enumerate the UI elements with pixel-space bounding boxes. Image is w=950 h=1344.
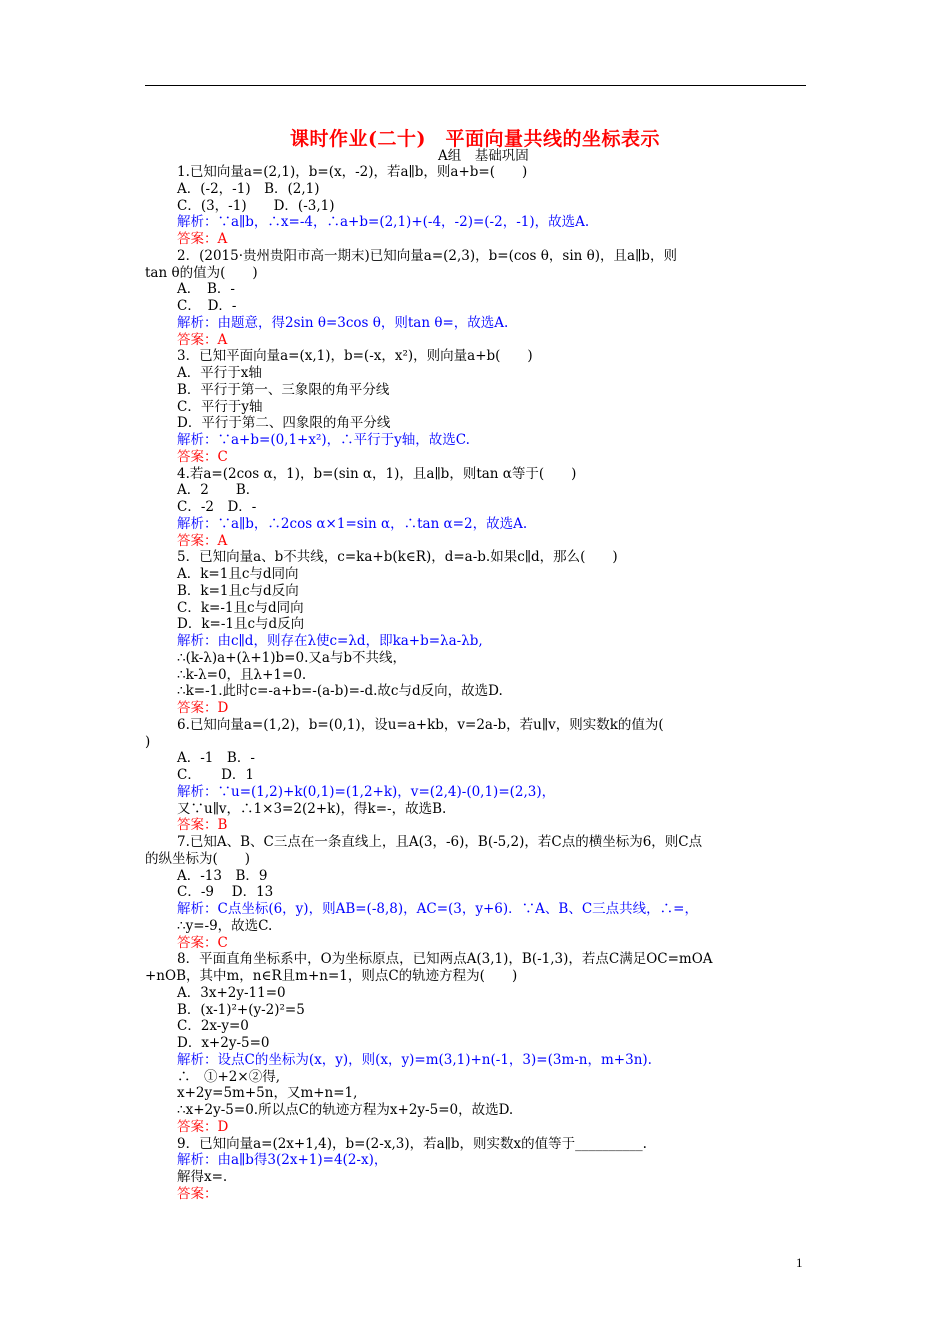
analysis-line: 解析：∵a∥b，∴2cos α×1=sin α，∴tan α=2，故选A.: [177, 515, 528, 532]
text-line: C．2x-y=0: [177, 1018, 249, 1035]
analysis-line: 解析：∵u=(1,2)+k(0,1)=(1,2+k)，v=(2,4)-(0,1)=(2,3)，: [177, 783, 556, 800]
answer-line: 答案：B: [177, 817, 228, 834]
text-line: A．3x+2y-11=0: [177, 984, 286, 1001]
analysis-line: 解析：∵a+b=(0,1+x²)，∴平行于y轴，故选C.: [177, 432, 470, 448]
text-line: C．k=-1且c与d同向: [177, 599, 304, 616]
text-line: ∴k-λ=0，且λ+1=0.: [177, 666, 307, 683]
text-line: 2．(2015·贵州贵阳市高一期末)已知向量a=(2,3)，b=(cos θ，sin θ)，且a∥b，则: [177, 247, 677, 264]
text-line: 1.已知向量a=(2,1)，b=(x，-2)，若a∥b，则a+b=( ): [177, 164, 528, 180]
answer-line: 答案：D: [177, 1118, 229, 1135]
analysis-line: 解析：由题意，得2sin θ=3cos θ，则tan θ=，故选A.: [177, 314, 509, 331]
text-line: 5．已知向量a、b不共线，c=ka+b(k∈R)，d=a-b.如果c∥d，那么( ): [177, 549, 618, 566]
text-line: 的纵坐标为( ): [145, 850, 251, 867]
text-line: 解得x=.: [177, 1169, 228, 1185]
text-line: A．-1 B．-: [177, 750, 255, 767]
text-line: 4.若a=(2cos α，1)，b=(sin α，1)，且a∥b，则tan α等于( ): [177, 465, 577, 482]
text-line: A．平行于x轴: [177, 365, 262, 381]
analysis-line: 解析：由a∥b得3(2x+1)=4(2-x)，: [177, 1152, 388, 1169]
text-line: 7.已知A、B、C三点在一条直线上，且A(3，-6)，B(-5,2)，若C点的横坐标为6，则C点: [177, 834, 703, 850]
text-line: A． B．-: [177, 281, 235, 298]
text-line: B．(x-1)²+(y-2)²=5: [177, 1001, 305, 1018]
text-line: 6.已知向量a=(1,2)，b=(0,1)，设u=a+kb，v=2a-b，若u∥v，则实数k的值为(: [177, 716, 664, 733]
text-line: B．平行于第一、三象限的角平分线: [177, 381, 390, 398]
answer-line: 答案：D: [177, 700, 229, 716]
answer-line: 答案：A: [177, 331, 228, 348]
analysis-line: 解析：设点C的坐标为(x，y)，则(x，y)=m(3,1)+n(-1，3)=(3m-n，m+3n).: [177, 1051, 652, 1068]
text-line: C． D．-: [177, 298, 237, 314]
header-rule: [145, 85, 806, 86]
text-line: +nOB，其中m，n∈R且m+n=1，则点C的轨迹方程为( ): [145, 968, 518, 984]
analysis-line: 解析：∵a∥b，∴x=-4，∴a+b=(2,1)+(-4，-2)=(-2，-1)，故选A.: [177, 214, 590, 231]
answer-line: 答案：: [177, 1185, 218, 1202]
analysis-line: 解析：由c∥d，则存在λ使c=λd，即ka+b=λa-λb,: [177, 633, 483, 649]
text-line: B．k=1且c与d反向: [177, 582, 299, 599]
text-line: ∴ ①+2×②得,: [177, 1068, 281, 1085]
text-line: C． D．1: [177, 767, 254, 783]
text-line: D．x+2y-5=0: [177, 1035, 270, 1051]
text-line: 3．已知平面向量a=(x,1)，b=(-x，x²)，则向量a+b( ): [177, 348, 533, 365]
text-line: tan θ的值为( ): [145, 264, 258, 281]
text-line: A．k=1且c与d同向: [177, 566, 299, 582]
page-title: 课时作业(二十) 平面向量共线的坐标表示: [290, 128, 660, 150]
text-line: 8．平面直角坐标系中，O为坐标原点，已知两点A(3,1)，B(-1,3)，若点C满足OC=mOA: [177, 951, 713, 968]
answer-line: 答案：A: [177, 231, 228, 247]
text-line: C．-9 D．13: [177, 884, 274, 901]
text-line: 9．已知向量a=(2x+1,4)，b=(2-x,3)，若a∥b，则实数x的值等于__________.: [177, 1135, 647, 1152]
text-line: A．(-2，-1) B．(2,1): [177, 180, 320, 197]
text-line: x+2y=5m+5n，又m+n=1,: [177, 1085, 358, 1102]
text-line: A．-13 B．9: [177, 867, 268, 884]
answer-line: 答案：C: [177, 934, 228, 951]
section-heading: A组 基础巩固: [438, 148, 529, 164]
text-line: D．平行于第二、四象限的角平分线: [177, 415, 391, 432]
text-line: ∴y=-9，故选C.: [177, 917, 273, 934]
answer-line: 答案：A: [177, 532, 228, 549]
text-line: A．2 B．: [177, 482, 260, 499]
analysis-line: 解析：C点坐标(6，y)，则AB=(-8,8)，AC=(3，y+6)．∵A、B、C三点共线，∴=，: [177, 901, 698, 917]
text-line: ∴k=-1.此时c=-a+b=-(a-b)=-d.故c与d反向，故选D.: [177, 683, 503, 700]
text-line: C．-2 D．-: [177, 499, 257, 515]
text-line: D．k=-1且c与d反向: [177, 616, 305, 633]
text-line: ∴x+2y-5=0.所以点C的轨迹方程为x+2y-5=0，故选D.: [177, 1102, 514, 1118]
text-line: C．平行于y轴: [177, 398, 263, 415]
page-number: 1: [796, 1255, 803, 1270]
text-line: 又∵u∥v，∴1×3=2(2+k)，得k=-，故选B.: [177, 800, 447, 817]
text-line: C．(3，-1) D．(-3,1): [177, 197, 335, 214]
text-line: ∴(k-λ)a+(λ+1)b=0.又a与b不共线，: [177, 649, 407, 666]
text-line: ): [145, 733, 151, 750]
answer-line: 答案：C: [177, 448, 228, 465]
